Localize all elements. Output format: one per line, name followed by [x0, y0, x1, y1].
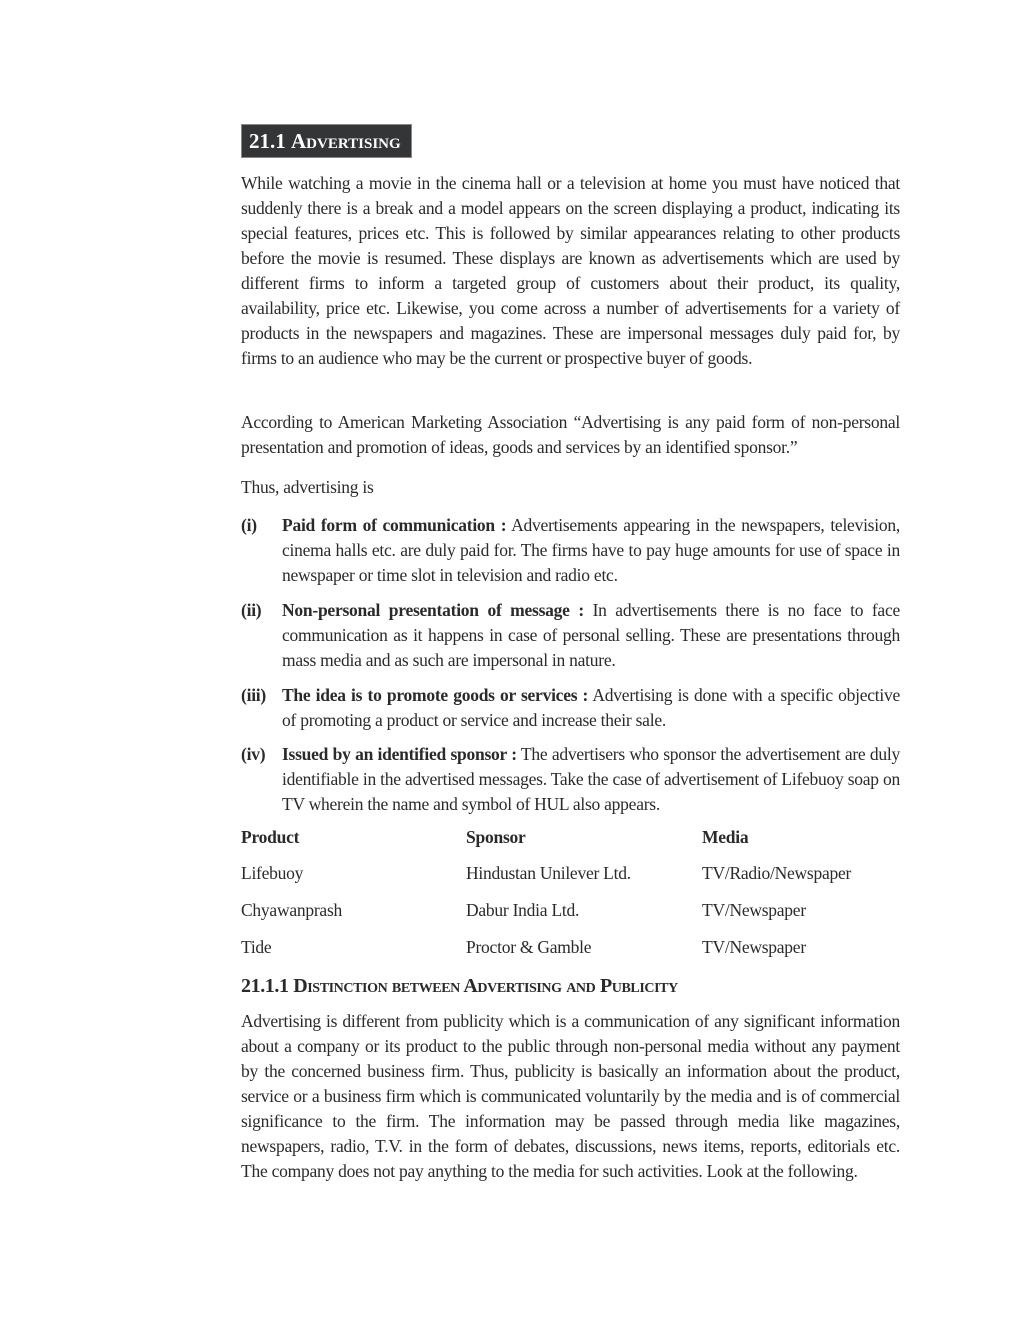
intro-paragraph: While watching a movie in the cinema hall or a television at home you must have noticed that suddenly there is a break and a model appears on the screen displaying a product, indicating its special features, prices etc. This is followed by similar appearances relating to other products before the movie is resumed. These displays are known as advertisements which are used by different firms to inform a targeted group of customers about their product, its quality, availability, price etc. Likewise, you come across a number of advertisements for a variety of products in the newspapers and magazines. These are impersonal messages duly paid for, by firms to an audience who may be the current or prospective buyer of goods. — [241, 173, 900, 368]
item-title: Issued by an identified sponsor : — [282, 744, 517, 764]
list-item — [241, 742, 900, 817]
item-number: (i) — [241, 515, 257, 535]
cell-product: Lifebuoy — [241, 863, 304, 883]
item-number: (iii) — [241, 685, 266, 705]
item-text: Advertising is done with a specific objective of promoting a product or service and increase their sale. — [282, 685, 900, 730]
section-heading — [241, 124, 412, 158]
cell-sponsor: Proctor & Gamble — [466, 937, 592, 957]
cell-product: Chyawanprash — [241, 900, 343, 920]
item-title: The idea is to promote goods or services : — [282, 685, 589, 705]
list-item — [241, 513, 900, 588]
item-text: The advertisers who sponsor the advertisement are duly identifiable in the advertised messages. Take the case of advertisement of Lifebuoy soap on TV wherein the name and symbol of HUL also appears. — [282, 744, 901, 814]
header-media: Media — [702, 827, 749, 847]
cell-sponsor: Hindustan Unilever Ltd. — [466, 863, 631, 883]
item-title: Paid form of communication : — [282, 515, 507, 535]
section-number: 21.1 — [249, 129, 286, 153]
item-title: Non-personal presentation of message : — [282, 600, 584, 620]
subsection-number: 21.1.1 — [241, 975, 289, 997]
definition-paragraph: According to American Marketing Association “Advertising is any paid form of non-personal presentation and promotion of ideas, goods and services by an identified sponsor.” — [241, 412, 900, 457]
subsection-heading — [241, 973, 678, 999]
publicity-paragraph: Advertising is different from publicity which is a communication of any significant information about a company or its product to the public through non-personal media without any payment by the concerned business firm. Thus, publicity is basically an information about the product, service or a business firm which is communicated voluntarily by the media and is of commercial significance to the firm. The information may be passed through media like magazines, newspapers, radio, T.V. in the form of debates, discussions, news items, reports, editorials etc. The company does not pay anything to the media for such activities. Look at the following. — [241, 1011, 900, 1181]
list-item — [241, 683, 900, 733]
header-product: Product — [241, 827, 300, 847]
cell-media: TV/Newspaper — [702, 937, 806, 957]
cell-media: TV/Radio/Newspaper — [702, 863, 852, 883]
thus-paragraph: Thus, advertising is — [241, 477, 374, 497]
header-sponsor: Sponsor — [466, 827, 526, 847]
item-text: Advertisements appearing in the newspapers, television, cinema halls etc. are duly paid for. The firms have to pay huge amounts for use of space in newspaper or time slot in television and radio etc. — [282, 515, 900, 585]
list-item — [241, 598, 900, 673]
item-number: (iv) — [241, 744, 266, 764]
cell-sponsor: Dabur India Ltd. — [466, 900, 580, 920]
item-number: (ii) — [241, 600, 262, 620]
section-title: Advertising — [291, 129, 401, 153]
cell-media: TV/Newspaper — [702, 900, 806, 920]
item-text: In advertisements there is no face to face communication as it happens in case of personal selling. These are presentations through mass media and as such are impersonal in nature. — [282, 600, 900, 670]
subsection-title: Distinction between Advertising and Publicity — [293, 975, 678, 997]
cell-product: Tide — [241, 937, 272, 957]
